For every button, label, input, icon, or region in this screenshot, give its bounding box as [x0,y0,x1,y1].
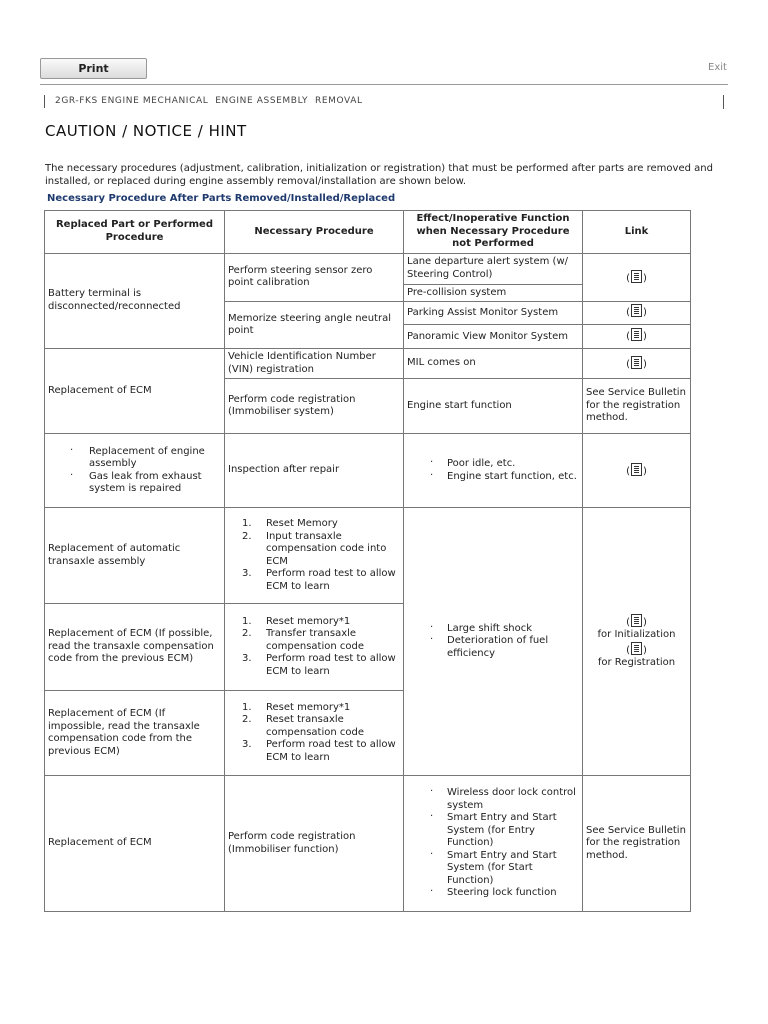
list-item: 2. Transfer transaxle compensation code [242,628,364,652]
document-icon[interactable] [631,304,642,317]
document-icon[interactable] [631,463,642,476]
cell-ecm-last-part: Replacement of ECM [45,776,225,912]
cell-service-bulletin: See Service Bulletin for the registration method. [583,379,691,434]
cell-monitor-links [583,302,691,349]
list-item: · Deterioration of fuel efficiency [407,635,579,660]
link-registration-label: for Registration [597,657,676,668]
list-item: · Gas leak from exhaust system is repaired [48,471,221,496]
cell-engine-effects [404,434,583,508]
breadcrumb [44,95,363,108]
breadcrumb-text: 2GR-FKS ENGINE MECHANICAL ENGINE ASSEMBLY REMOVAL [55,96,363,106]
cell-panoramic-view: Panoramic View Monitor System [407,331,568,342]
list-item: · Engine start function, etc. [407,471,579,484]
list-item: · Wireless door lock control system [407,787,579,812]
list-item: · Replacement of engine assembly [48,446,221,471]
link-panoramic-view: ( ) [583,325,690,348]
document-icon[interactable] [631,614,642,627]
link-initialization-label: for Initialization [597,629,676,640]
list-item: 2. Reset transaxle compensation code [242,714,364,738]
shift-effects-list [407,623,579,661]
smart-entry-effects-list [407,787,579,900]
link-initialization: ( ) [586,614,687,630]
header-link: Link [583,211,691,254]
cell-ecm-possible-part: Replacement of ECM (If possible, read the transaxle compensation code from the previous ECM) [45,604,225,691]
document-icon[interactable] [631,270,642,283]
intro-paragraph: The necessary procedures (adjustment, calibration, initialization or registration) that must be performed after parts are removed and installed, or replaced during engine assembly removal/installation are shown below. [45,163,713,187]
table-row [45,434,691,508]
list-item: · Steering lock function [407,887,579,900]
cell-engine-parts [45,434,225,508]
header-necessary-procedure: Necessary Procedure [225,211,404,254]
cell-pre-collision: Pre-collision system [404,284,583,302]
cell-parking-assist: Parking Assist Monitor System [404,302,582,325]
table-caption: Necessary Procedure After Parts Removed/Installed/Replaced [47,193,396,204]
cell-link-steering: ( ) [583,253,691,302]
table-row [45,349,691,379]
cell-ecm-possible-steps [225,604,404,691]
table-row [45,253,691,284]
cell-ecm-impossible-part: Replacement of ECM (If impossible, read the transaxle compensation code from the previous ECM) [45,691,225,776]
engine-effects-list [407,458,579,483]
cell-service-bulletin-last: See Service Bulletin for the registration method. [583,776,691,912]
table-row [45,508,691,604]
cell-link-vin: ( ) [583,349,691,379]
header-replaced-part: Replaced Part or Performed Procedure [45,211,225,254]
page-title: CAUTION / NOTICE / HINT [45,122,247,140]
cell-link-transaxle [583,508,691,776]
document-icon[interactable] [631,642,642,655]
list-item: · Smart Entry and Start System (for Entry Function) [407,812,579,850]
exit-link[interactable]: Exit [708,62,727,73]
cell-memorize-steering: Memorize steering angle neutral point [225,302,404,349]
header-effect: Effect/Inoperative Function when Necessary Procedure not Performed [404,211,583,254]
cell-ecm-part: Replacement of ECM [45,349,225,434]
cell-immobiliser-registration: Perform code registration (Immobiliser function) [225,776,404,912]
cell-transaxle-steps [225,508,404,604]
list-item: 2. Input transaxle compensation code into ECM [242,530,387,567]
list-item: · Poor idle, etc. [407,458,579,471]
table-row [45,776,691,912]
transaxle-steps-list [228,518,400,593]
procedure-table [44,210,691,912]
cell-steering-calibration: Perform steering sensor zero point calibration [225,253,404,302]
list-item: 3. Perform road test to allow ECM to learn [242,653,396,677]
link-registration: ( ) [586,642,687,658]
document-icon[interactable] [631,328,642,341]
table-header-row [45,211,691,254]
breadcrumb-end-divider [723,95,724,109]
list-item: 1. Reset Memory [242,518,338,529]
cell-inspection: Inspection after repair [225,434,404,508]
cell-mil-comes-on: MIL comes on [404,349,583,379]
list-item: · Smart Entry and Start System (for Start Function) [407,850,579,888]
toolbar-divider [40,84,728,85]
cell-lane-departure: Lane departure alert system (w/ Steering Control) [404,253,583,284]
cell-code-registration: Perform code registration (Immobiliser system) [225,379,404,434]
cell-monitor-effects [404,302,583,349]
cell-vin-registration: Vehicle Identification Number (VIN) registration [225,349,404,379]
ecm-possible-steps-list [228,616,400,679]
list-item: 3. Perform road test to allow ECM to learn [242,739,396,763]
print-button[interactable]: Print [40,58,147,79]
list-item: · Large shift shock [407,623,579,636]
cell-smart-entry-effects [404,776,583,912]
cell-ecm-impossible-steps [225,691,404,776]
cell-battery-part: Battery terminal is disconnected/reconnected [45,253,225,349]
engine-parts-list [48,446,221,496]
list-item: 1. Reset memory*1 [242,615,351,627]
cell-shift-effects [404,508,583,776]
link-parking-assist: ( ) [583,302,690,325]
list-item: 3. Perform road test to allow ECM to learn [242,568,396,592]
cell-link-engine: ( ) [583,434,691,508]
ecm-impossible-steps-list [228,702,400,765]
document-icon[interactable] [631,356,642,369]
cell-transaxle-part: Replacement of automatic transaxle assembly [45,508,225,604]
list-item: 1. Reset memory*1 [242,701,351,713]
cell-engine-start: Engine start function [404,379,583,434]
